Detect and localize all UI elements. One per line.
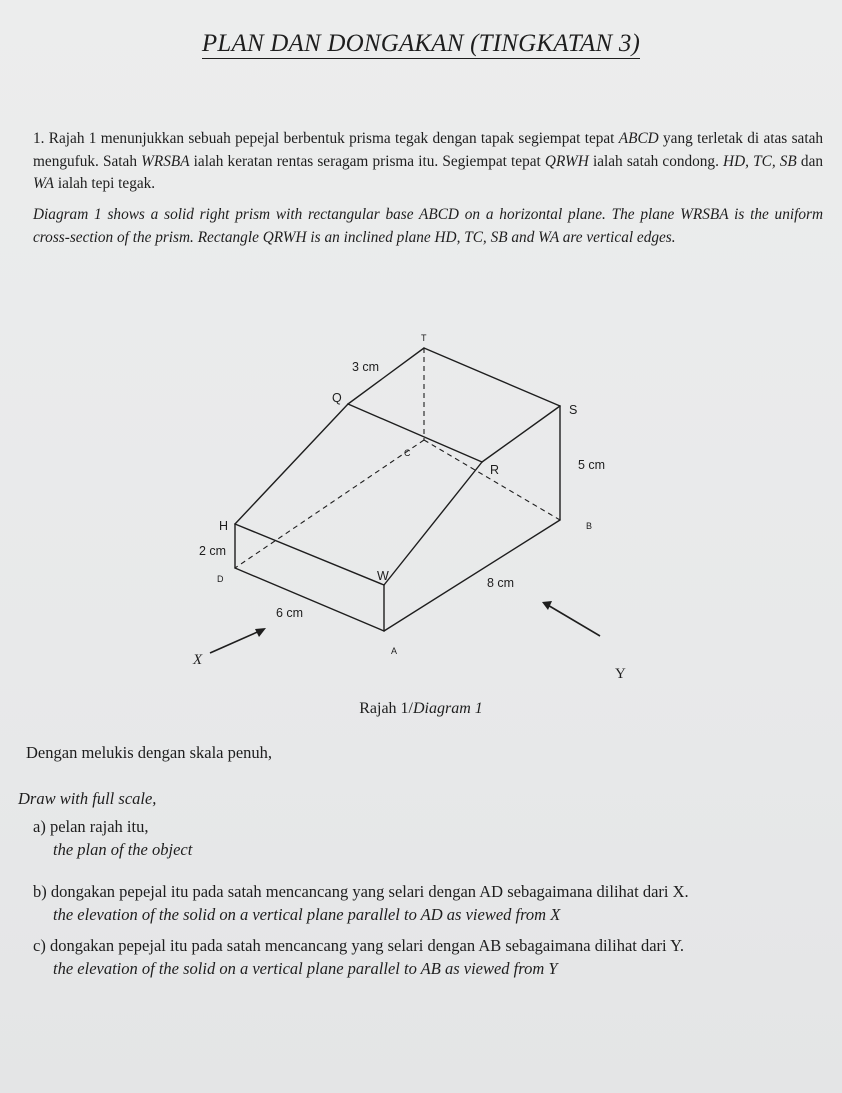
diagram-caption: Rajah 1/Diagram 1 [359, 700, 483, 717]
vertex-label-h: H [219, 519, 229, 533]
view-label-y: Y [615, 666, 626, 682]
vertex-label-r: R [490, 463, 500, 477]
vertex-label-s: S [569, 403, 578, 417]
dim-left: 2 cm [199, 544, 227, 558]
dim-top: 3 cm [352, 360, 380, 374]
vertex-label-a: A [391, 646, 398, 656]
part-b-malay: b) dongakan pepejal itu pada satah mencancang yang selari dengan AD sebagaimana dilihat dari X. [33, 882, 689, 901]
part-c-malay: c) dongakan pepejal itu pada satah mencancang yang selari dengan AB sebagaimana dilihat dari Y. [33, 936, 685, 955]
vertex-label-b: B [586, 521, 593, 531]
vertex-label-c: C [404, 448, 411, 458]
view-label-x: X [193, 652, 203, 668]
dim-side: 8 cm [487, 576, 515, 590]
part-b-english: the elevation of the solid on a vertical plane parallel to AD as viewed from X [53, 905, 561, 924]
part-c-english: the elevation of the solid on a vertical plane parallel to AB as viewed from Y [53, 959, 558, 978]
vertex-label-d: D [217, 574, 224, 584]
question-malay: 1. Rajah 1 menunjukkan sebuah pepejal berbentuk prisma tegak dengan tapak segiempat tepat ABCD yang terletak di atas satah mengufuk. Satah WRSBA ialah keratan rentas seragam prisma itu. Segiempat tepat QRWH ialah satah condong. HD, TC, SB dan WA ialah tepi tegak. [33, 130, 824, 192]
question-english: Diagram 1 shows a solid right prism with rectangular base ABCD on a horizontal plane. The plane WRSBA is the uniform cross-section of the prism. Rectangle QRWH is an inclined plane HD, TC, SB and WA are vertical edges. [33, 206, 823, 246]
dim-front: 6 cm [276, 606, 304, 620]
instruction-english: Draw with full scale, [18, 789, 157, 808]
vertex-label-t: T [421, 333, 427, 343]
page-title: PLAN DAN DONGAKAN (TINGKATAN 3) [201, 30, 641, 57]
part-a-malay: a) pelan rajah itu, [33, 817, 149, 836]
dim-right: 5 cm [578, 458, 606, 472]
part-a-english: the plan of the object [53, 840, 193, 859]
vertex-label-q: Q [332, 391, 342, 405]
instruction-malay: Dengan melukis dengan skala penuh, [26, 743, 273, 762]
vertex-label-w: W [377, 569, 389, 583]
